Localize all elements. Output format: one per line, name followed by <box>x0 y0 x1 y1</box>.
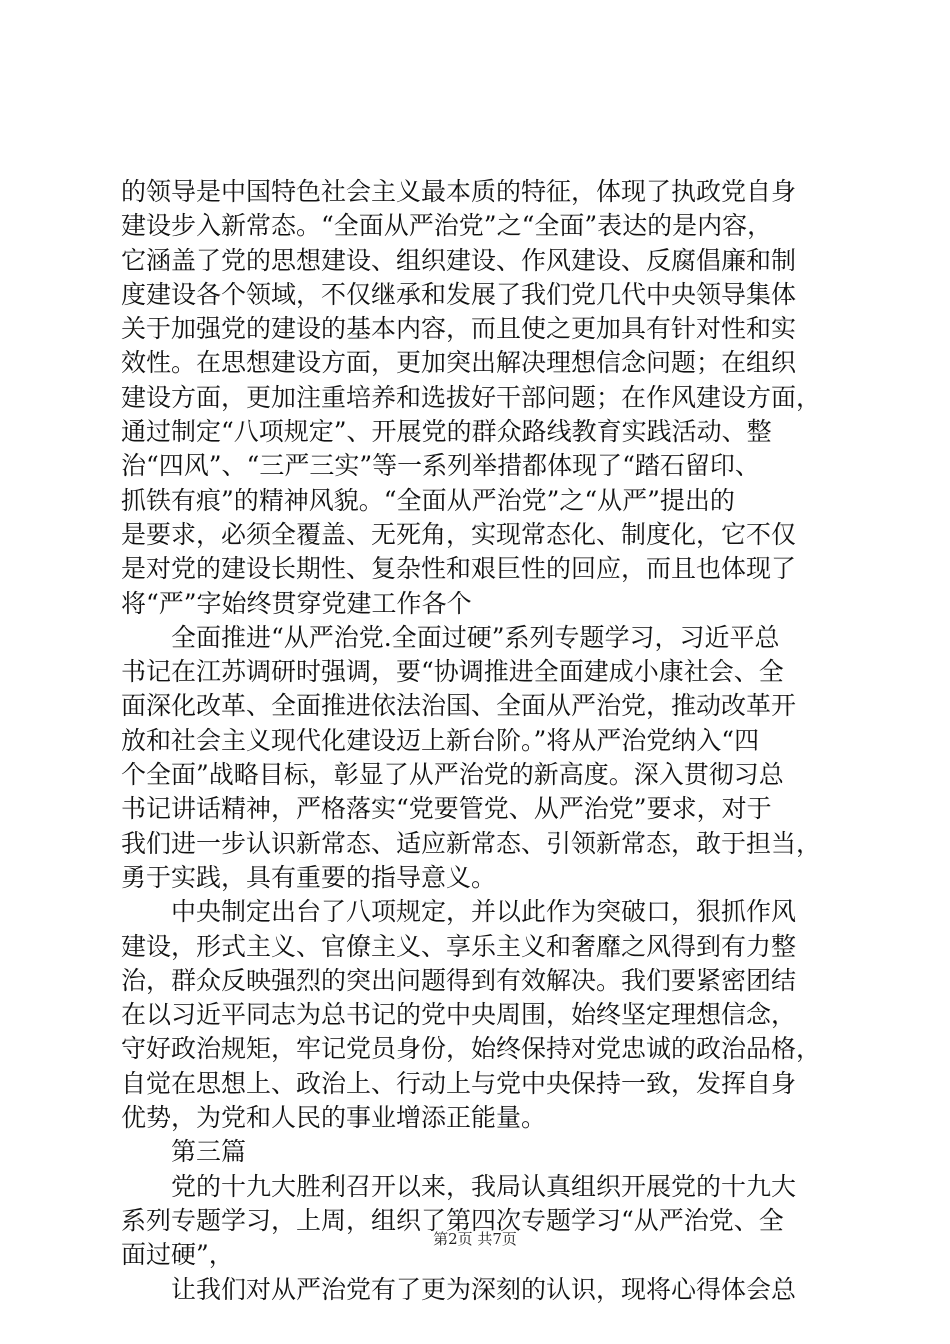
text-line: 优势，为党和人民的事业增添正能量。 <box>121 1103 547 1133</box>
text-line: 书记讲话精神，严格落实“党要管党、从严治党”要求，对于 <box>121 794 772 824</box>
text-line: 治“四风”、“三严三实”等一系列举措都体现了“踏石留印、 <box>121 451 760 481</box>
text-line: 守好政治规矩，牢记党员身份，始终保持对党忠诚的政治品格， <box>121 1034 822 1064</box>
text-line: 是要求，必须全覆盖、无死角，实现常态化、制度化，它不仅 <box>121 519 797 549</box>
text-line: 中央制定出台了八项规定，并以此作为突破口，狠抓作风 <box>121 897 797 927</box>
text-line: 面过硬”， <box>121 1240 234 1270</box>
text-line: 它涵盖了党的思想建设、组织建设、作风建设、反腐倡廉和制 <box>121 245 797 275</box>
text-line: 全面推进“从严治党.全面过硬”系列专题学习，习近平总 <box>121 622 780 652</box>
text-line: 让我们对从严治党有了更为深刻的认识，现将心得体会总 <box>121 1274 797 1304</box>
text-line: 在以习近平同志为总书记的党中央周围，始终坚定理想信念， <box>121 1000 797 1030</box>
text-line: 勇于实践，具有重要的指导意义。 <box>121 862 497 892</box>
text-line: 建设步入新常态。“全面从严治党”之“全面”表达的是内容， <box>121 211 773 241</box>
page-footer: 第2页 共7页 <box>433 1230 517 1248</box>
text-line: 是对党的建设长期性、复杂性和艰巨性的回应，而且也体现了 <box>121 554 797 584</box>
text-line: 放和社会主义现代化建设迈上新台阶。”将从严治党纳入“四 <box>121 725 760 755</box>
text-line: 度建设各个领域，不仅继承和发展了我们党几代中央领导集体 <box>121 279 797 309</box>
text-line: 自觉在思想上、政治上、行动上与党中央保持一致，发挥自身 <box>121 1068 797 1098</box>
text-line: 建设，形式主义、官僚主义、享乐主义和奢靡之风得到有力整 <box>121 931 797 961</box>
text-line: 的领导是中国特色社会主义最本质的特征，体现了执政党自身 <box>121 177 797 206</box>
text-line: 抓铁有痕”的精神风貌。“全面从严治党”之“从严”提出的 <box>121 485 735 515</box>
text-line: 建设方面，更加注重培养和选拔好干部问题；在作风建设方面， <box>121 382 822 412</box>
text-line: 面深化改革、全面推进依法治国、全面从严治党，推动改革开 <box>121 691 797 721</box>
text-line: 将“严”字始终贯穿党建工作各个 <box>121 588 472 618</box>
text-line: 通过制定“八项规定”、开展党的群众路线教育实践活动、整 <box>121 417 772 447</box>
text-line: 第三篇 <box>121 1137 247 1167</box>
text-line: 我们进一步认识新常态、适应新常态、引领新常态，敢于担当， <box>121 828 822 858</box>
text-line: 个全面”战略目标，彰显了从严治党的新高度。深入贯彻习总 <box>121 760 784 790</box>
text-line: 党的十九大胜利召开以来，我局认真组织开展党的十九大 <box>121 1171 797 1201</box>
text-line: 治，群众反映强烈的突出问题得到有效解决。我们要紧密团结 <box>121 965 797 995</box>
text-line: 书记在江苏调研时强调，要“协调推进全面建成小康社会、全 <box>121 657 784 687</box>
text-line: 效性。在思想建设方面，更加突出解决理想信念问题；在组织 <box>121 348 797 378</box>
text-line: 系列专题学习，上周，组织了第四次专题学习“从严治党、全 <box>121 1205 784 1235</box>
text-line: 关于加强党的建设的基本内容，而且使之更加具有针对性和实 <box>121 314 797 344</box>
document-body <box>121 175 841 1307</box>
